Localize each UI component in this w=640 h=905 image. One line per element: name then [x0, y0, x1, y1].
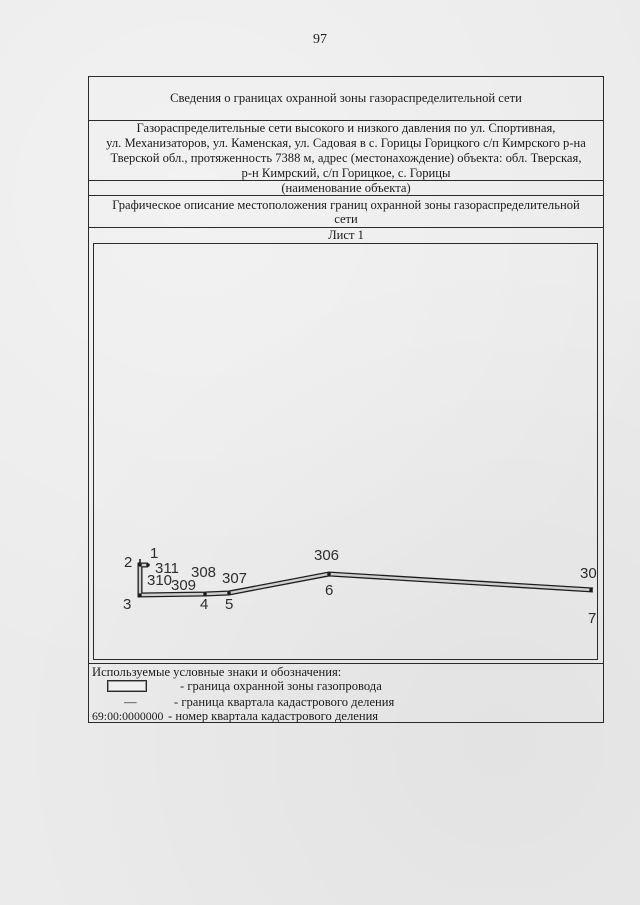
- point-label: 30: [580, 565, 597, 582]
- row-divider: [88, 663, 604, 664]
- vertex-marker: [327, 572, 331, 576]
- legend-zone-boundary-text: - граница охранной зоны газопровода: [180, 679, 382, 693]
- table-title: Сведения о границах охранной зоны газораспределительной сети: [170, 91, 522, 105]
- sheet-label-cell: [89, 228, 603, 242]
- object-name-line: Газораспределительные сети высокого и низкого давления по ул. Спортивная,: [136, 120, 556, 135]
- point-label: 1: [150, 545, 159, 562]
- vertex-marker: [138, 593, 142, 597]
- legend-quarter-boundary-symbol: —: [124, 695, 137, 709]
- vertex-marker: [227, 591, 231, 595]
- boundary-plan: [93, 243, 598, 660]
- graphic-description-line: Графическое описание местоположения границ охранной зоны газораспределительной: [112, 197, 580, 212]
- page-number: 97: [313, 32, 327, 47]
- sheet-label: Лист 1: [328, 228, 364, 242]
- vertex-marker: [138, 563, 142, 567]
- point-label: 4: [200, 596, 209, 613]
- point-label: 309: [171, 577, 197, 594]
- point-label: 5: [225, 596, 234, 613]
- vertex-marker: [146, 563, 150, 567]
- point-label: 2: [124, 554, 133, 571]
- point-label: 307: [222, 570, 248, 587]
- legend-title: Используемые условные знаки и обозначения:: [92, 665, 342, 679]
- point-label: 3: [123, 596, 132, 613]
- object-name-line: Тверской обл., протяженность 7388 м, адрес (местонахождение) объекта: обл. Тверская,: [110, 150, 582, 165]
- object-name-cell: [89, 121, 603, 180]
- graphic-description-line: сети: [334, 211, 358, 226]
- object-name-line: ул. Механизаторов, ул. Каменская, ул. Садовая в с. Горицы Горицкого с/п Кимрского р-на: [106, 135, 586, 150]
- table-title-cell: [89, 77, 603, 120]
- point-label: 310: [147, 572, 173, 589]
- legend-quarter-number-symbol: 69:00:0000000: [92, 709, 164, 723]
- point-label: 7: [588, 610, 597, 627]
- object-name-caption: (наименование объекта): [281, 181, 411, 195]
- point-label: 306: [314, 547, 340, 564]
- zone-boundary-swatch-icon: [107, 680, 147, 692]
- vertex-marker: [589, 588, 593, 592]
- point-label: 6: [325, 582, 334, 599]
- object-name-line: р-н Кимрский, с/п Горицкое, с. Горицы: [241, 165, 451, 180]
- graphic-description-cell: [89, 196, 603, 227]
- point-label: 308: [191, 564, 217, 581]
- legend-quarter-boundary-text: - граница квартала кадастрового деления: [174, 695, 395, 709]
- object-name-caption-cell: [89, 181, 603, 195]
- legend-quarter-number-text: - номер квартала кадастрового деления: [168, 709, 379, 723]
- point-label: 311: [155, 560, 179, 577]
